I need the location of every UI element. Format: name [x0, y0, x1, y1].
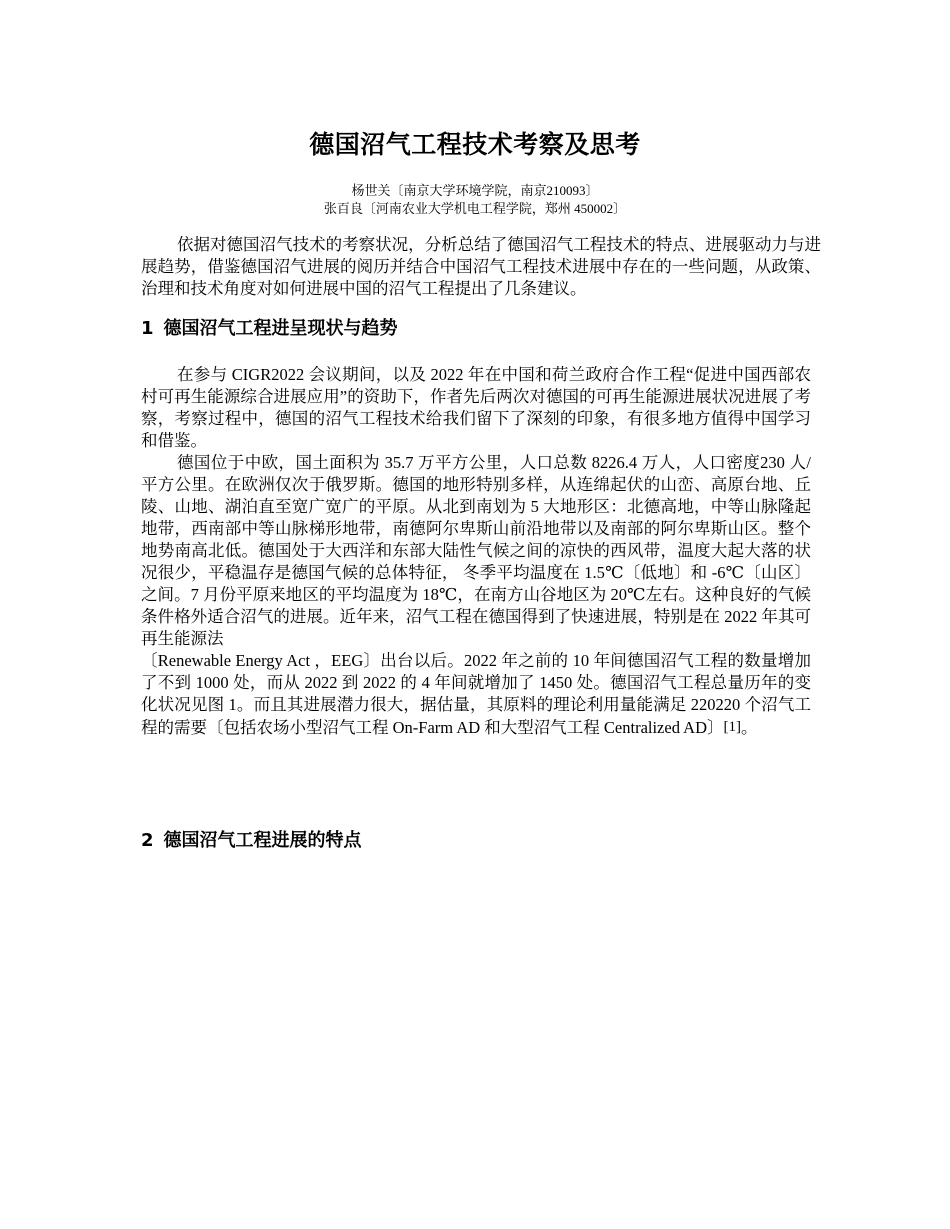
author-block: [0, 182, 950, 218]
paragraph-end-punct: 。: [741, 718, 758, 737]
section-2-title: 德国沼气工程进展的特点: [163, 830, 362, 851]
section-1-number: 1: [141, 318, 154, 339]
section-1-paragraph-3-text: 〔Renewable Energy Act ，EEG〕出台以后。2022 年之前的 10 年间德国沼气工程的数量增加了不到 1000 处，而从 2022 到 2022 的 4 年间就增加了 1450 处。德国沼气工程总量历年的变化状况见图 1。而且其进展潜力很大，据估量，其原料的理论利用量能满足 220220 个沼气工程的需要〔包括农场小型沼气工程 On-Farm AD 和大型沼气工程 Centralized AD〕: [141, 651, 811, 737]
section-1-heading: [141, 314, 398, 340]
page-title: 德国沼气工程技术考察及思考: [309, 130, 641, 159]
section-2-heading: [141, 826, 362, 852]
author-line-2: 张百良〔河南农业大学机电工程学院，郑州 450002〕: [323, 201, 627, 216]
author-line-1: 杨世关〔南京大学环境学院，南京210093〕: [351, 183, 599, 198]
section-1-body: [141, 364, 811, 739]
section-1-paragraph-2: 德国位于中欧，国土面积为 35.7 万平方公里，人口总数 8226.4 万人，人口密度230 人/平方公里。在欧洲仅次于俄罗斯。德国的地形特别多样，从连绵起伏的山峦、高原台地、丘陵、山地、湖泊直至宽广宽广的平原。从北到南划为 5 大地形区：北德高地，中等山脉隆起地带，西南部中等山脉梯形地带，南德阿尔卑斯山前沿地带以及南部的阿尔卑斯山区。整个地势南高北低。德国处于大西洋和东部大陆性气候之间的凉快的西风带，温度大起大落的状况很少，平稳温存是德国气候的总体特征， 冬季平均温度在 1.5℃〔低地〕和 -6℃〔山区〕之间。7 月份平原来地区的平均温度为 18℃，在南方山谷地区为 20℃左右。这种良好的气候条件格外适合沼气的进展。近年来，沼气工程在德国得到了快速进展，特别是在 2022 年其可再生能源法: [141, 453, 811, 648]
section-1-title: 德国沼气工程进呈现状与趋势: [163, 318, 398, 339]
section-1-paragraph-3: [141, 650, 811, 739]
section-2-number: 2: [141, 830, 154, 851]
abstract-paragraph: 依据对德国沼气技术的考察状况，分析总结了德国沼气工程技术的特点、进展驱动力与进展趋势，借鉴德国沼气进展的阅历并结合中国沼气工程技术进展中存在的一些问题，从政策、治理和技术角度对如何进展中国的沼气工程提出了几条建议。: [141, 235, 821, 298]
citation-ref: [1]: [723, 719, 742, 735]
section-1-paragraph-1: 在参与 CIGR2022 会议期间，以及 2022 年在中国和荷兰政府合作工程“促进中国西部农村可再生能源综合进展应用”的资助下，作者先后两次对德国的可再生能源进展状况进展了考察，考察过程中，德国的沼气工程技术给我们留下了深刻的印象，有很多地方值得中国学习和借鉴。: [141, 365, 811, 450]
